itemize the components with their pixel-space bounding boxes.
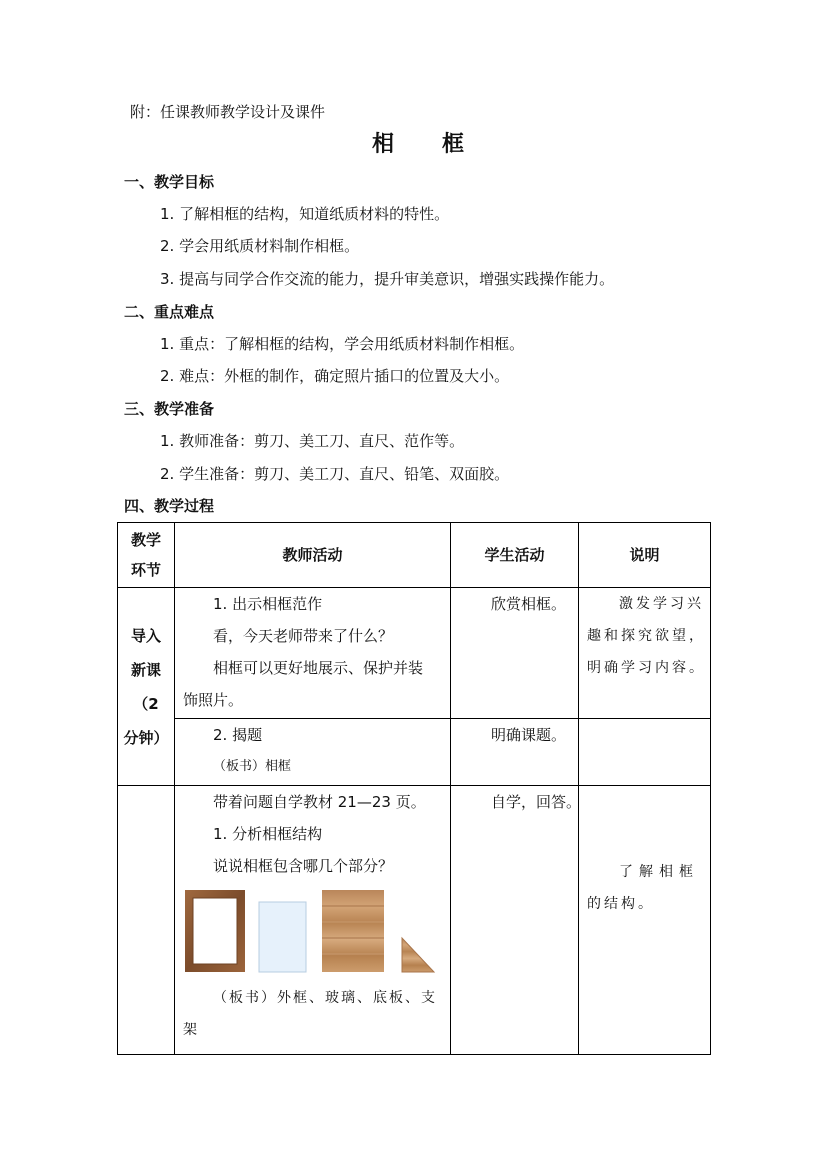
frame-parts-svg <box>175 882 451 982</box>
stage-cell-intro <box>118 588 175 786</box>
note-cell-3 <box>579 786 711 1055</box>
goal-item-3: 3. 提高与同学合作交流的能力，提升审美意识，增强实践操作能力。 <box>160 270 615 288</box>
note-cell-2 <box>579 719 711 786</box>
page-title <box>372 130 464 160</box>
teacher-line: 2. 揭题 <box>213 726 263 744</box>
stage-line: 分钟） <box>123 728 169 747</box>
teacher-line: 看，今天老师带来了什么？ <box>213 627 394 645</box>
table-header-row <box>118 523 711 588</box>
table-row <box>118 719 711 786</box>
note-line: 的结构。 <box>587 896 655 912</box>
teacher-line: （板书）相框 <box>213 759 292 774</box>
teacher-line: 饰照片。 <box>183 691 244 709</box>
table-row <box>118 786 711 1055</box>
header-stage <box>118 523 175 588</box>
student-cell-3 <box>451 786 582 1055</box>
stage-line: 导入 <box>130 626 161 645</box>
note-line: 了解相框 <box>619 864 699 880</box>
teacher-line: 1. 出示相框范作 <box>213 595 323 613</box>
teacher-line: （板书）外框、玻璃、底板、支 <box>213 990 437 1006</box>
stand-image <box>402 938 434 972</box>
teacher-cell-3 <box>175 786 451 1055</box>
backboard-image <box>322 890 384 972</box>
goal-item-2: 2. 学会用纸质材料制作相框。 <box>160 237 360 255</box>
prep-item-1: 1. 教师准备：剪刀、美工刀、直尺、范作等。 <box>160 432 465 450</box>
header-student: 学生活动 <box>451 523 579 588</box>
section-heading-goals: 一、教学目标 <box>124 173 215 191</box>
title-char-right: 框 <box>442 132 465 157</box>
keypoint-item-1: 1. 重点：了解相框的结构，学会用纸质材料制作相框。 <box>160 335 525 353</box>
teacher-cell-2 <box>175 719 451 786</box>
student-text: 欣赏相框。 <box>491 595 567 613</box>
goal-item-1: 1. 了解相框的结构，知道纸质材料的特性。 <box>160 205 450 223</box>
note-cell-1 <box>579 588 711 719</box>
keypoint-item-2: 2. 难点：外框的制作，确定照片插口的位置及大小。 <box>160 367 510 385</box>
header-note: 附：任课教师教学设计及课件 <box>130 103 326 121</box>
section-heading-keypoints: 二、重点难点 <box>124 303 215 321</box>
student-cell-2 <box>451 719 579 786</box>
title-char-left: 相 <box>372 132 395 157</box>
header-teacher: 教师活动 <box>175 523 451 588</box>
note-line: 趣和探究欲望， <box>587 628 706 644</box>
frame-parts-illustration <box>175 882 450 982</box>
teacher-line: 相框可以更好地展示、保护并装 <box>213 659 424 677</box>
student-text: 自学，回答。 <box>491 793 582 811</box>
teacher-line: 说说相框包含哪几个部分？ <box>213 857 394 875</box>
student-cell-1 <box>451 588 579 719</box>
note-line: 明确学习内容。 <box>587 660 706 676</box>
process-table <box>117 522 711 1055</box>
stage-line: （2 <box>133 694 159 713</box>
student-text: 明确课题。 <box>491 726 567 744</box>
teacher-cell-1 <box>175 588 451 719</box>
stage-line: 新课 <box>130 660 161 679</box>
teacher-line: 架 <box>183 1022 200 1038</box>
section-heading-process: 四、教学过程 <box>124 497 215 515</box>
outer-frame-image <box>185 890 245 972</box>
stage-cell-empty <box>118 786 175 1055</box>
header-note: 说明 <box>579 523 711 588</box>
table-row <box>118 588 711 719</box>
glass-image <box>259 902 306 972</box>
teacher-line: 带着问题自学教材 21—23 页。 <box>213 793 426 811</box>
prep-item-2: 2. 学生准备：剪刀、美工刀、直尺、铅笔、双面胶。 <box>160 465 510 483</box>
teacher-line: 1. 分析相框结构 <box>213 825 323 843</box>
header-stage-line1: 教学 <box>130 531 161 549</box>
section-heading-preparation: 三、教学准备 <box>124 400 215 418</box>
note-line: 激发学习兴 <box>619 596 704 612</box>
header-stage-line2: 环节 <box>130 561 161 579</box>
